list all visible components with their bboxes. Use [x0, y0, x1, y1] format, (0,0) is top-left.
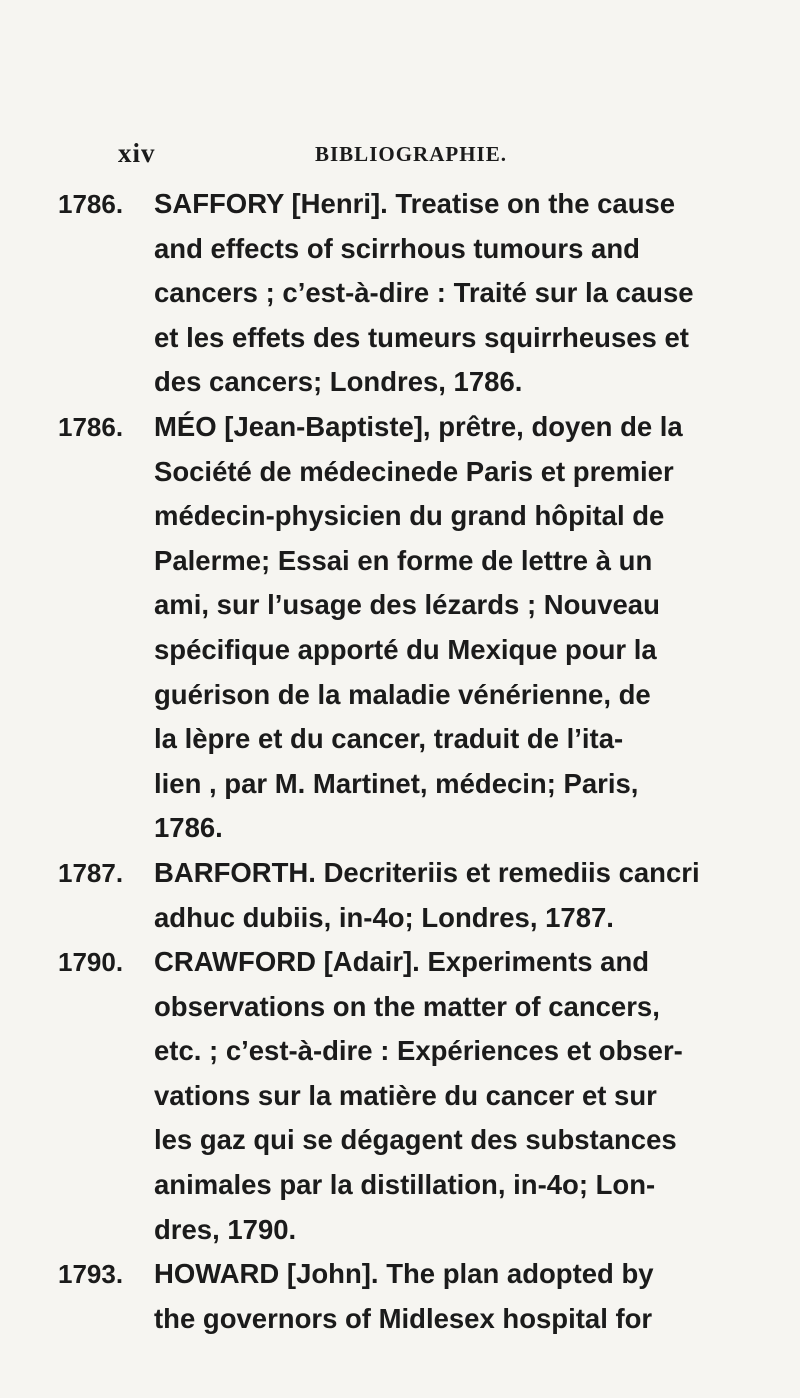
entry-line: observations on the matter of cancers, — [154, 990, 660, 1022]
entry-year: 1786. — [58, 411, 124, 442]
bibliography-list — [58, 182, 758, 1341]
entry-line: SAFFORY [Henri]. Treatise on the cause — [154, 188, 676, 219]
entry-line: les gaz qui se dégagent des substances — [154, 1124, 677, 1156]
entry-line: spécifique apporté du Mexique pour la — [154, 633, 657, 665]
entry-year: 1793. — [58, 1259, 124, 1290]
entry-line: BARFORTH. Decriteriis et remediis cancri — [154, 856, 700, 888]
entry-line: cancers ; c’est-à-dire : Traité sur la cause — [154, 277, 694, 309]
bibliography-entry — [58, 851, 758, 940]
entry-line: médecin-physicien du grand hôpital de — [154, 500, 665, 532]
entry-line: la lèpre et du cancer, traduit de l’ita- — [154, 723, 624, 755]
entry-line: adhuc dubiis, in-4o; Londres, 1787. — [154, 901, 614, 933]
entry-line: vations sur la matière du cancer et sur — [154, 1079, 657, 1111]
entry-line: and effects of scirrhous tumours and — [154, 232, 640, 264]
bibliography-entry — [58, 1252, 758, 1341]
bibliography-entry — [58, 940, 758, 1252]
page-number: xiv — [118, 138, 156, 168]
entry-line: Palerme; Essai en forme de lettre à un — [154, 544, 653, 576]
entry-line: et les effets des tumeurs squirrheuses et — [154, 321, 689, 353]
entry-line: animales par la distillation, in-4o; Lon- — [154, 1169, 656, 1201]
entry-line: lien , par M. Martinet, médecin; Paris, — [154, 767, 639, 799]
entry-line: guérison de la maladie vénérienne, de — [154, 678, 651, 710]
bibliography-entry — [58, 182, 758, 405]
entry-year: 1790. — [58, 947, 124, 978]
entry-line: MÉO [Jean-Baptiste], prêtre, doyen de la — [154, 410, 683, 442]
entry-line: 1786. — [154, 812, 223, 844]
entry-line: HOWARD [John]. The plan adopted by — [154, 1258, 654, 1290]
entry-line: etc. ; c’est-à-dire : Expériences et obser- — [154, 1035, 683, 1067]
entry-line: Société de médecinede Paris et premier — [154, 455, 674, 487]
entry-year: 1787. — [58, 857, 124, 888]
entry-line: the governors of Midlesex hospital for — [154, 1302, 653, 1334]
entry-line: dres, 1790. — [154, 1213, 297, 1245]
entry-line: ami, sur l’usage des lézards ; Nouveau — [154, 589, 660, 621]
running-title: BIBLIOGRAPHIE. — [315, 142, 507, 166]
page-header — [118, 138, 678, 178]
entry-line: CRAWFORD [Adair]. Experiments and — [154, 946, 650, 978]
bibliography-entry — [58, 405, 758, 851]
entry-year: 1786. — [58, 189, 124, 219]
entry-line: des cancers; Londres, 1786. — [154, 366, 523, 398]
